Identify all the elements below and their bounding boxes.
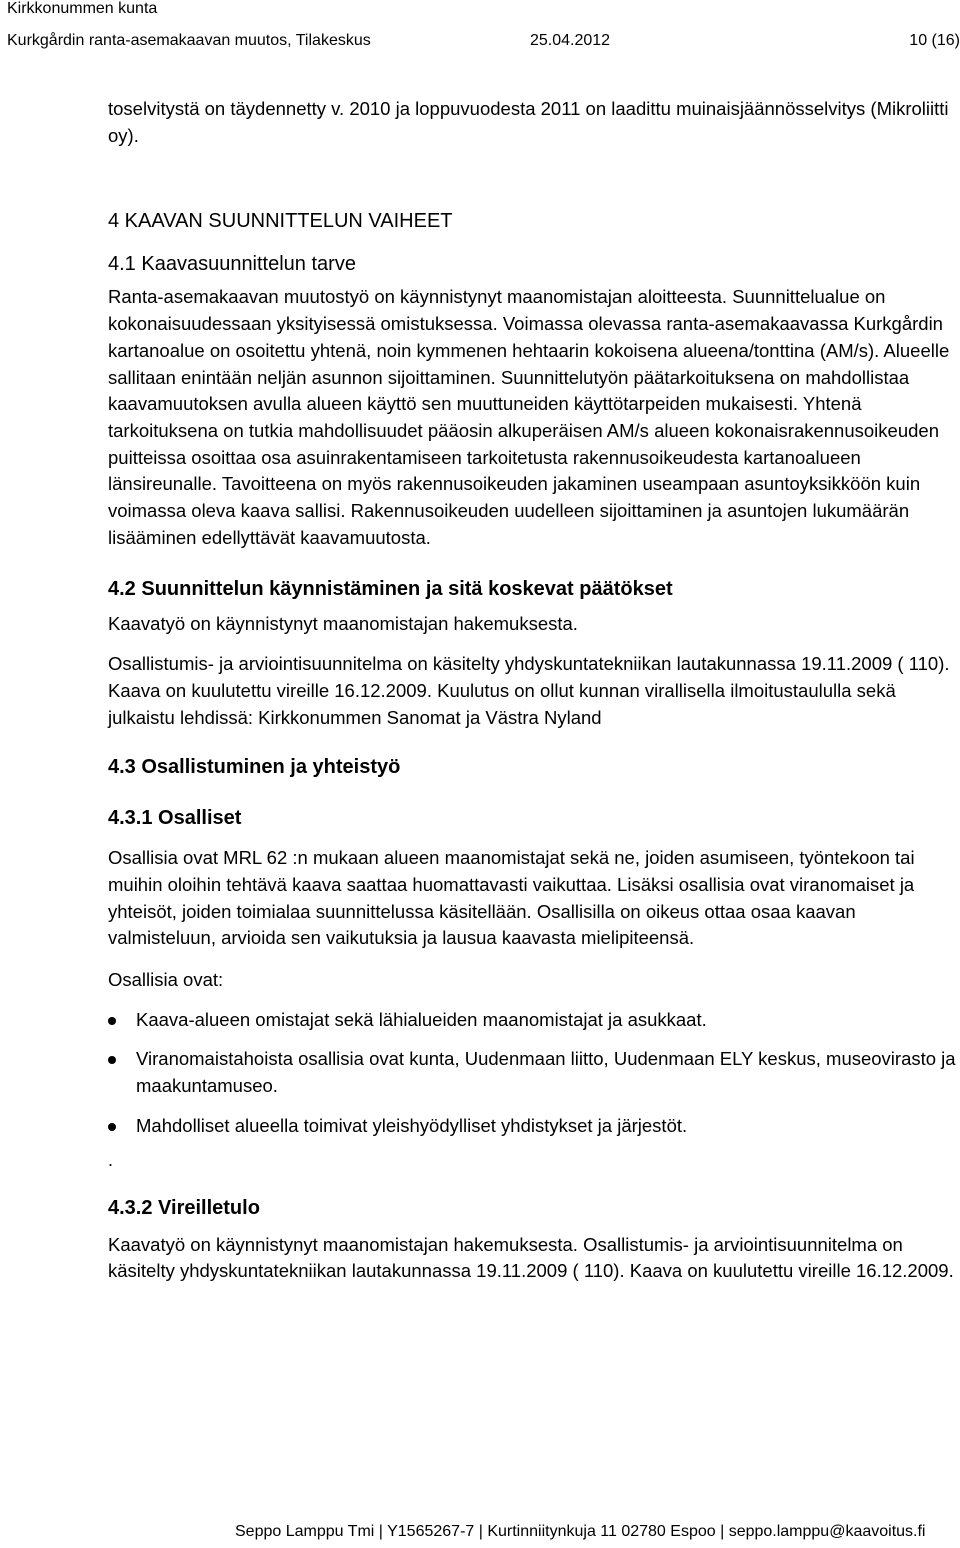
page-content: [108, 96, 958, 1285]
list-item-text: Viranomaistahoista osallisia ovat kunta, Uudenmaan liitto, Uudenmaan ELY keskus, museovirasto ja maakuntamuseo.: [136, 1048, 956, 1097]
stray-period: .: [108, 1149, 114, 1170]
intro-paragraph: toselvitystä on täydennetty v. 2010 ja loppuvuodesta 2011 on laadittu muinaisjäännösselvitys (Mikroliitti oy).: [108, 98, 949, 146]
section-4-3-1-heading: 4.3.1 Osalliset: [108, 807, 242, 830]
participants-intro: Osallisia ovat:: [108, 969, 224, 991]
list-item: [108, 1007, 958, 1034]
document-title: Kurkgårdin ranta-asemakaavan muutos, Tilakeskus: [7, 32, 371, 49]
section-4-1-heading: 4.1 Kaavasuunnittelun tarve: [108, 253, 356, 276]
list-item-text: Kaava-alueen omistajat sekä lähialueiden maanomistajat ja asukkaat.: [136, 1008, 707, 1030]
list-item: [108, 1113, 958, 1140]
participants-list: [108, 1007, 958, 1140]
section-4-3-2-text: Kaavatyö on käynnistynyt maanomistajan hakemuksesta. Osallistumis- ja arviointisuunnitelma on käsitelty yhdyskuntatekniikan lautakunnassa 19.11.2009 ( 110). Kaava on kuulutettu vireille 16.12.2009.: [108, 1233, 954, 1282]
section-4-1-text: Ranta-asemakaavan muutostyö on käynnistynyt maanomistajan aloitteesta. Suunnittelualue on kokonaisuudessaan yksityisessä omistuksessa. Voimassa olevassa ranta-asemakaavassa Kurkgårdin kartanoalue on osoitettu yhtenä, noin kymmenen hehtaarin kokoisena alueena/tonttina (AM/s). Alueelle sallitaan enintään neljän asunnon sijoittaminen. Suunnittelutyön päätarkoituksena on mahdollistaa kaavamuutoksen avulla alueen käyttö sen muuttuneiden käyttötarpeiden mukaisesti. Yhtenä tarkoituksena on tutkia mahdollisuudet pääosin alkuperäisen AM/s alueen kokonaisrakennusoikeuden puitteissa osoittaa osa asuinrakentamiseen tarkoitetusta rakennusoikeudesta kartanoalueen länsireunalle. Tavoitteena on myös rakennusoikeuden jakaminen useampaan asuntoyksikköön kuin voimassa oleva kaava sallisi. Rakennusoikeuden uudelleen sijoittaminen ja asuntojen lukumäärän lisääminen edellyttävät kaavamuutosta.: [108, 286, 950, 548]
section-4-2-paragraph-1: Kaavatyö on käynnistynyt maanomistajan hakemuksesta.: [108, 613, 578, 635]
header-line: [7, 32, 960, 50]
section-4-heading: 4 KAAVAN SUUNNITTELUN VAIHEET: [108, 210, 453, 233]
section-4-2-paragraph-2: Osallistumis- ja arviointisuunnitelma on käsitelty yhdyskuntatekniikan lautakunnassa 19.11.2009 ( 110). Kaava on kuulutettu vireille 16.12.2009. Kuulutus on ollut kunnan virallisella ilmoitustaululla sekä julkaistu lehdissä: Kirkkonummen Sanomat ja Västra Nyland: [108, 653, 950, 728]
section-4-2-heading: 4.2 Suunnittelun käynnistäminen ja sitä koskevat päätökset: [108, 578, 673, 601]
page-number: 10 (16): [909, 32, 960, 49]
section-4-3-2-heading: 4.3.2 Vireilletulo: [108, 1196, 260, 1219]
document-date: 25.04.2012: [530, 32, 611, 49]
list-item-text: Mahdolliset alueella toimivat yleishyödylliset yhdistykset ja järjestöt.: [136, 1114, 688, 1136]
section-4-3-heading: 4.3 Osallistuminen ja yhteistyö: [108, 756, 401, 779]
section-4-3-1-paragraph: Osallisia ovat MRL 62 :n mukaan alueen maanomistajat sekä ne, joiden asumiseen, työntekoon tai muihin oloihin tehtävä kaava saattaa huomattavasti vaikuttaa. Lisäksi osallisia ovat viranomaiset ja yhteisöt, joiden toimialaa suunnittelussa käsitellään. Osallisilla on oikeus ottaa osaa kaavan valmisteluun, arvioida sen vaikutuksia ja lausua kaavasta mielipiteensä.: [108, 847, 915, 949]
page-footer: Seppo Lamppu Tmi | Y1565267-7 | Kurtinniitynkuja 11 02780 Espoo | seppo.lamppu@kaavoitus.fi: [235, 1523, 926, 1540]
bullet-icon: [108, 1056, 116, 1064]
list-item: [108, 1046, 958, 1099]
header-org: Kirkkonummen kunta: [7, 0, 158, 17]
bullet-icon: [108, 1123, 116, 1131]
bullet-icon: [108, 1017, 116, 1025]
